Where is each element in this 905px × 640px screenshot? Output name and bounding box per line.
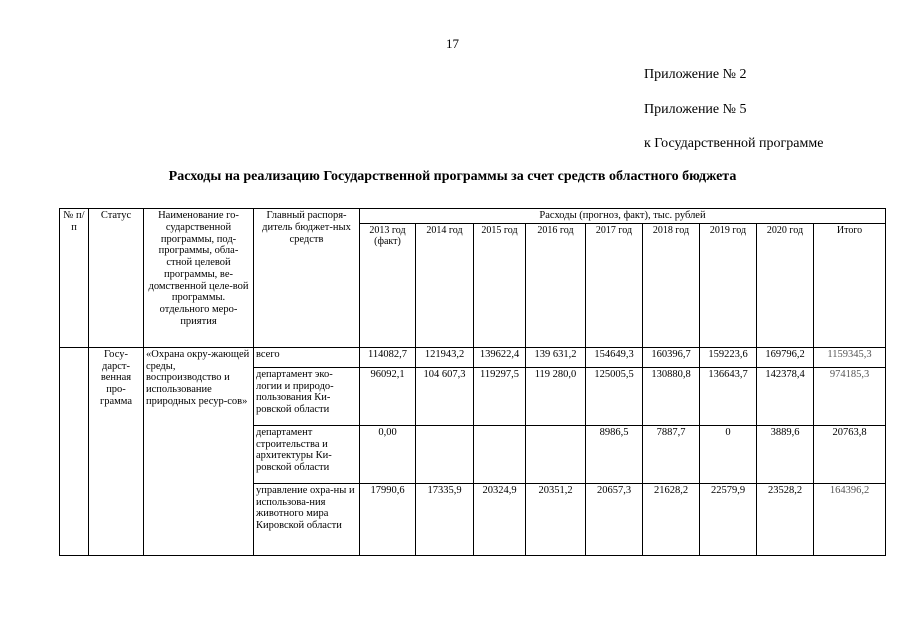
header-num: № п/п	[60, 209, 89, 348]
value-cell: 20657,3	[586, 483, 643, 555]
admin-cell: департамент строительства и архитектуры Ки-ровской области	[254, 425, 360, 483]
header-expenses: Расходы (прогноз, факт), тыс. рублей	[360, 209, 886, 224]
value-cell: 114082,7	[360, 347, 416, 367]
value-cell: 139 631,2	[526, 347, 586, 367]
value-cell: 20351,2	[526, 483, 586, 555]
value-cell: 119297,5	[474, 367, 526, 425]
header-year-2015: 2015 год	[474, 223, 526, 347]
value-cell: 154649,3	[586, 347, 643, 367]
header-year-2017: 2017 год	[586, 223, 643, 347]
total-cell: 974185,3	[814, 367, 886, 425]
table-row	[60, 347, 886, 367]
header-total: Итого	[814, 223, 886, 347]
value-cell: 8986,5	[586, 425, 643, 483]
total-cell: 164396,2	[814, 483, 886, 555]
total-cell: 1159345,3	[814, 347, 886, 367]
header-year-2018: 2018 год	[643, 223, 700, 347]
header-name: Наименование го-сударственной программы, под-программы, обла-стной целевой программы, ве-домственной целе-вой программы. отдельного меро-приятия	[144, 209, 254, 348]
header-admin: Главный распоря-дитель бюджет-ных средств	[254, 209, 360, 348]
value-cell: 139622,4	[474, 347, 526, 367]
appendix-line-1: Приложение № 2	[644, 67, 747, 82]
header-row-1	[60, 209, 886, 224]
value-cell: 130880,8	[643, 367, 700, 425]
value-cell: 17990,6	[360, 483, 416, 555]
header-year-2014: 2014 год	[416, 223, 474, 347]
value-cell: 169796,2	[757, 347, 814, 367]
admin-cell: департамент эко-логии и природо-пользования Ки-ровской области	[254, 367, 360, 425]
value-cell: 125005,5	[586, 367, 643, 425]
value-cell: 160396,7	[643, 347, 700, 367]
admin-cell: всего	[254, 347, 360, 367]
header-year-2016: 2016 год	[526, 223, 586, 347]
value-cell: 96092,1	[360, 367, 416, 425]
header-year-2020: 2020 год	[757, 223, 814, 347]
value-cell: 3889,6	[757, 425, 814, 483]
value-cell	[474, 425, 526, 483]
expenses-table	[59, 208, 886, 556]
header-year-2019: 2019 год	[700, 223, 757, 347]
value-cell: 0,00	[360, 425, 416, 483]
value-cell: 104 607,3	[416, 367, 474, 425]
value-cell: 21628,2	[643, 483, 700, 555]
value-cell: 7887,7	[643, 425, 700, 483]
value-cell: 20324,9	[474, 483, 526, 555]
value-cell: 23528,2	[757, 483, 814, 555]
value-cell	[526, 425, 586, 483]
value-cell: 121943,2	[416, 347, 474, 367]
appendix-line-3: к Государственной программе	[644, 136, 824, 151]
value-cell	[416, 425, 474, 483]
program-status: Госу-дарст-венная про-грамма	[89, 347, 144, 555]
header-status: Статус	[89, 209, 144, 348]
total-cell: 20763,8	[814, 425, 886, 483]
program-name: «Охрана окру-жающей среды, воспроизводство и использование природных ресур-сов»	[144, 347, 254, 555]
row-num-cell	[60, 347, 89, 555]
value-cell: 0	[700, 425, 757, 483]
value-cell: 159223,6	[700, 347, 757, 367]
value-cell: 17335,9	[416, 483, 474, 555]
document-title: Расходы на реализацию Государственной программы за счет средств областного бюджета	[168, 169, 737, 184]
value-cell: 22579,9	[700, 483, 757, 555]
appendix-line-2: Приложение № 5	[644, 102, 747, 117]
page-number: 17	[446, 36, 459, 51]
admin-cell: управление охра-ны и использова-ния животного мира Кировской области	[254, 483, 360, 555]
value-cell: 119 280,0	[526, 367, 586, 425]
header-year-2013: 2013 год (факт)	[360, 223, 416, 347]
value-cell: 136643,7	[700, 367, 757, 425]
value-cell: 142378,4	[757, 367, 814, 425]
